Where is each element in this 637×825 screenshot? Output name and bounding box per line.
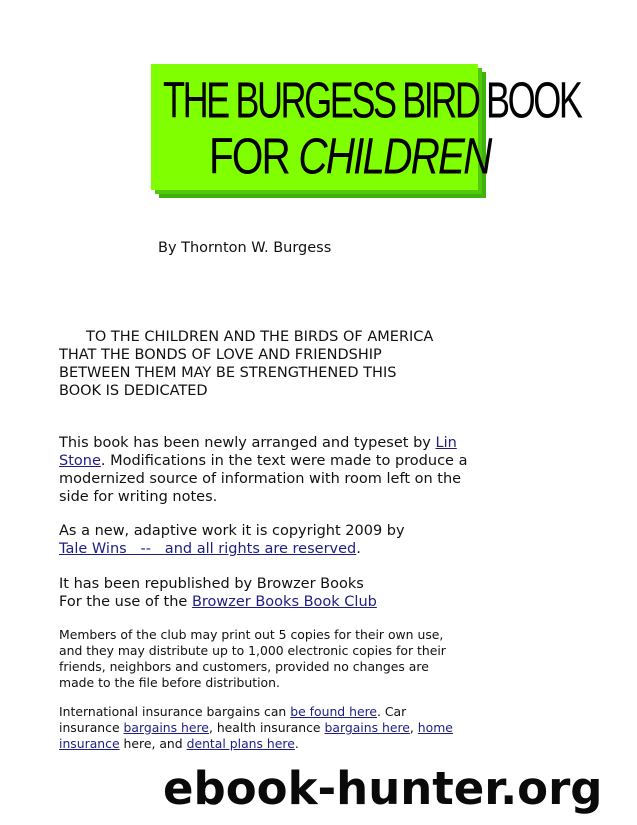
home-insurance-link[interactable]: home insurance — [59, 720, 453, 751]
dental-plans-link[interactable]: dental plans here — [186, 736, 295, 751]
copyright-period: . — [356, 541, 361, 557]
book-club-link[interactable]: Browzer Books Book Club — [191, 594, 377, 610]
watermark: ebook-hunter.org — [163, 762, 603, 815]
health-insurance-link[interactable]: bargains here — [324, 720, 410, 735]
dedication: TO THE CHILDREN AND THE BIRDS OF AMERICA THAT THE BONDS OF LOVE AND FRIENDSHIP BETWEEN THEM MAY BE STRENGTHENED THIS BOOK IS DEDICATED — [59, 329, 434, 399]
insurance-text-4: , — [409, 720, 418, 735]
typeset-text-before: This book has been newly arranged and typeset by — [59, 435, 436, 451]
insurance-text-1: International insurance bargains can — [59, 704, 291, 719]
book-club-text: For the use of the — [59, 594, 192, 610]
insurance-text-3: , health insurance — [208, 720, 325, 735]
book-title-for: FOR — [209, 128, 299, 185]
typeset-text-after: . Modifications in the text were made to produce a modernized source of information with room left on the side for writing notes. — [59, 453, 468, 505]
book-title-children: CHILDREN — [298, 128, 491, 185]
republished-paragraph — [59, 575, 479, 611]
insurance-text-5: here, and — [119, 736, 187, 751]
author-byline: By Thornton W. Burgess — [158, 240, 332, 256]
republished-text: It has been republished by Browzer Books — [59, 576, 364, 592]
copyright-paragraph — [59, 522, 479, 558]
book-title-line1: THE BURGESS BIRD BOOK — [163, 72, 581, 129]
book-title-line2 — [209, 128, 491, 185]
international-insurance-link[interactable]: be found here — [290, 704, 378, 719]
insurance-paragraph — [59, 704, 459, 752]
members-note: Members of the club may print out 5 copies for their own use, and they may distribute up to 1,000 electronic copies for their friends, neighbors and customers, provided no changes are made to the file before distribution. — [59, 627, 446, 690]
tale-wins-link[interactable]: Tale Wins -- and all rights are reserved — [59, 541, 357, 557]
insurance-text-6: . — [294, 736, 299, 751]
lin-stone-link[interactable]: Lin Stone — [59, 435, 457, 469]
copyright-text: As a new, adaptive work it is copyright 2009 by — [59, 523, 405, 539]
typeset-paragraph — [59, 434, 479, 506]
car-insurance-link[interactable]: bargains here — [123, 720, 209, 735]
insurance-text-2: . Car insurance — [59, 704, 407, 735]
book-title-banner — [151, 64, 581, 190]
